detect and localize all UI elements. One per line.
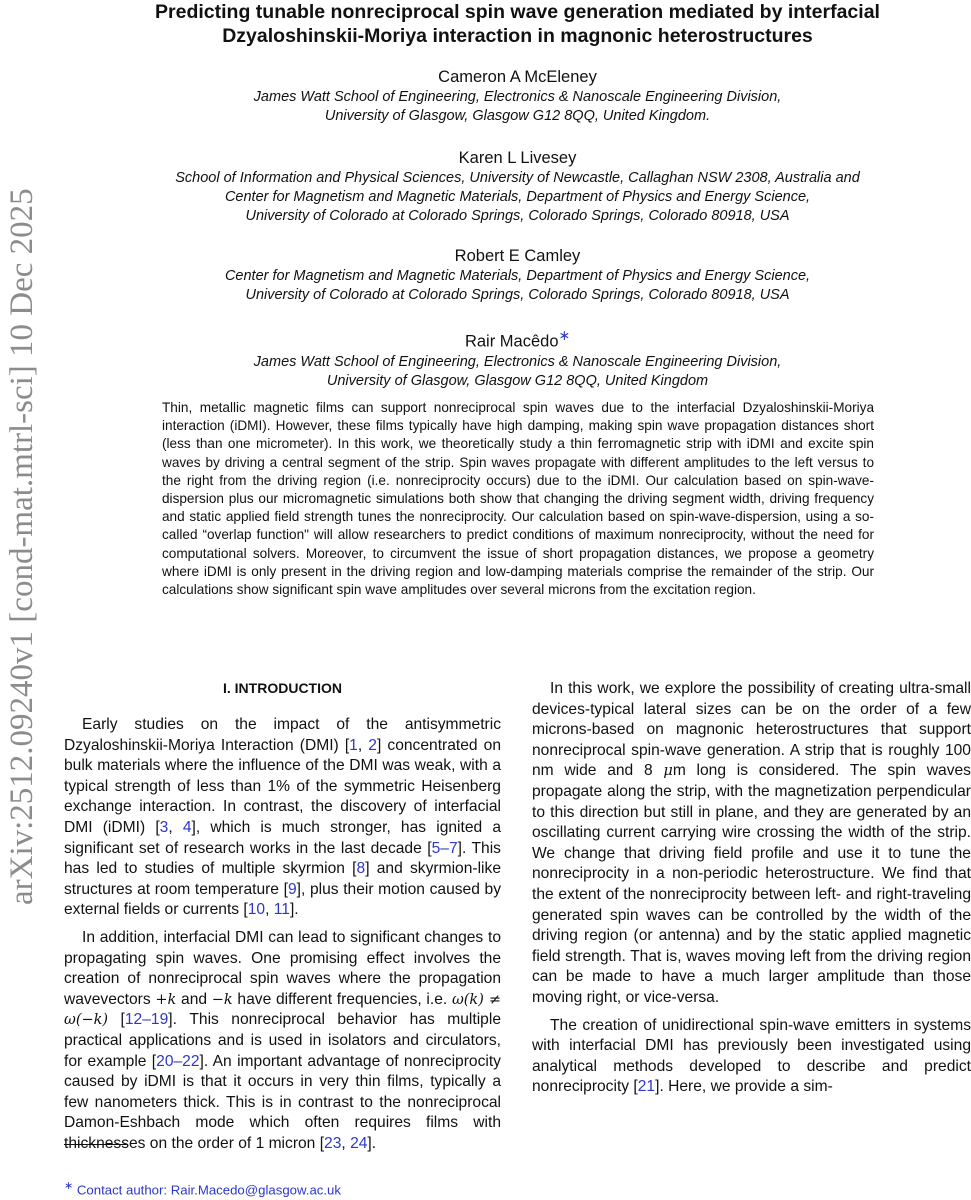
author-name: Cameron A McEleney <box>438 68 597 86</box>
citation-link[interactable]: 24 <box>350 1134 368 1152</box>
author-block-1 <box>90 67 945 126</box>
right-column <box>532 679 971 1105</box>
citation-link[interactable]: 9 <box>287 880 297 898</box>
intro-paragraph-2: In addition, interfacial DMI can lead to significant changes to propagating spin waves. One promising effect involves the creation of nonreciprocal spin waves where the propagation wavevectors +k and −k have different frequencies, i.e. ω(k) ≠ ω(−k) [12–19]. This nonreciprocal behavior has multiple practical applications and is used in isolators and circulators, for example [20–22]. An important advantage of nonreciprocity caused by iDMI is that it occurs in very thin films, typically a few nanometers thick. This is in contrast to the nonreciprocal Damon-Eshbach mode which often requires films with thicknesses on the order of 1 micron [23, 24]. <box>64 928 502 1152</box>
affiliation-line: School of Information and Physical Sciences, University of Newcastle, Callaghan NSW 2308, Australia and <box>175 170 860 186</box>
citation-link[interactable]: 20–22 <box>156 1052 200 1070</box>
citation-link[interactable]: 23 <box>324 1134 342 1152</box>
math-expression: ω(k) ≠ ω(−k) <box>64 991 502 1029</box>
citation-link[interactable]: 8 <box>356 860 366 878</box>
citation-link[interactable]: 3 <box>159 818 169 836</box>
footnote-marker: ∗ <box>64 1180 74 1192</box>
author-name: Robert E Camley <box>454 247 581 265</box>
paper-title <box>90 0 945 48</box>
abstract: Thin, metallic magnetic films can support nonreciprocal spin waves due to the interfacial Dzyaloshinskii-Moriya interaction (iDMI). However, these films typically have high damping, making spin wave propagation distances short (less than one micrometer). In this work, we theoretically study a thin ferromagnetic strip with iDMI and excite spin waves by driving a central segment of the strip. Spin waves propagate with different amplitudes to the left versus to the right from the driving region (i.e. nonreciprocity occurs) due to the iDMI. Our calculation based on spin-wave-dispersion plus our micromagnetic simulations both show that changing the driving segment width, driving frequency and static applied field strength tunes the nonreciprocity. Our calculation based on spin-wave-dispersion, using a so-called “overlap function" will allow researchers to predict conditions of maximum nonreciprocity, without the need for computational solvers. Moreover, to circumvent the issue of short propagation distances, we propose a geometry where iDMI is only present in the driving region and low-damping materials comprise the remainder of the strip. Our calculations show significant spin wave amplitudes over several microns from the excitation region. <box>162 400 874 598</box>
intro-paragraph-3: In this work, we explore the possibility of creating ultra-small devices-typical lateral sizes can be on the order of a few microns-based on magnonic heterostructures that support nonreciprocal spin-wave generation. A strip that is roughly 100 nm wide and 8 μm long is considered. The spin waves propagate along the strip, with the magnetization perpendicular to this direction but still in plane, and they are generated by an oscillating current carrying wire crossing the width of the strip. We change that driving field profile and use it to tune the nonreciprocity in a non-periodic heterostructure. We find that the extent of the nonreciprocity between left- and right-traveling generated spin waves can be controlled by the width of the driving region (or antenna) and by the static applied magnetic field strength. That is, waves moving left from the driving region can be made to have a much larger amplitude than those moving right, or vice-versa. <box>532 680 971 1006</box>
citation-link[interactable]: 4 <box>182 818 192 836</box>
affiliation-line: University of Glasgow, Glasgow G12 8QQ, United Kingdom. <box>324 108 711 124</box>
title-line-1: Predicting tunable nonreciprocal spin wave generation mediated by interfacial <box>155 1 880 23</box>
math-expression: +k <box>155 991 177 1008</box>
affiliation-line: James Watt School of Engineering, Electronics & Nanoscale Engineering Division, <box>253 89 782 105</box>
affiliation-line: Center for Magnetism and Magnetic Materials, Department of Physics and Energy Science, <box>224 268 811 284</box>
section-heading-introduction: I. INTRODUCTION <box>223 680 342 696</box>
title-line-2: Dzyaloshinskii-Moriya interaction in magnonic heterostructures <box>222 25 813 47</box>
citation-link[interactable]: 1 <box>349 736 358 754</box>
contact-author-marker[interactable]: ∗ <box>558 328 571 343</box>
math-expression: μ <box>663 763 673 780</box>
intro-paragraph-1: Early studies on the impact of the antisymmetric Dzyaloshinskii-Moriya Interaction (DMI) [1, 2] concentrated on bulk materials where the influence of the DMI was weak, with a typical strength of less than 1% of the symmetric Heisenberg exchange interaction. In contrast, the discovery of interfacial DMI (iDMI) [3, 4], which is much stronger, has ignited a significant set of research works in the last decade [5–7]. This has led to studies of multiple skyrmion [8] and skyrmion-like structures at room temperature [9], plus their motion caused by external fields or currents [10, 11]. <box>64 716 502 919</box>
affiliation-line: James Watt School of Engineering, Electronics & Nanoscale Engineering Division, <box>253 353 782 370</box>
contact-author-link[interactable]: Contact author: Rair.Macedo@glasgow.ac.uk <box>76 1182 341 1198</box>
citation-link[interactable]: 21 <box>637 1078 656 1096</box>
author-name <box>90 326 945 352</box>
affiliation-line: Center for Magnetism and Magnetic Materials, Department of Physics and Energy Science, <box>224 189 811 205</box>
affiliation-line: University of Glasgow, Glasgow G12 8QQ, United Kingdom <box>326 372 709 389</box>
left-column <box>64 678 501 1161</box>
math-expression: −k <box>211 991 233 1008</box>
citation-link[interactable]: 5–7 <box>431 839 458 857</box>
citation-link[interactable]: 11 <box>273 901 290 919</box>
arxiv-identifier-stamp: arXiv:2512.09240v1 [cond-mat.mtrl-sci] 10 Dec 2025 <box>4 188 40 905</box>
intro-paragraph-4: The creation of unidirectional spin-wave emitters in systems with interfacial DMI has previously been investigated using analytical methods developed to describe and predict nonreciprocity [21]. Here, we provide a sim- <box>532 1016 971 1096</box>
footnote <box>64 1177 341 1199</box>
affiliation-line: University of Colorado at Colorado Springs, Colorado Springs, Colorado 80918, USA <box>245 208 790 224</box>
citation-link[interactable]: 2 <box>368 736 377 754</box>
affiliation-line: University of Colorado at Colorado Springs, Colorado Springs, Colorado 80918, USA <box>245 287 790 303</box>
author-block-2 <box>90 148 945 226</box>
author-block-4 <box>90 326 945 391</box>
author-block-3 <box>90 246 945 305</box>
author-name-text: Rair Macêdo <box>464 332 559 351</box>
author-name: Karen L Livesey <box>458 149 577 167</box>
citation-link[interactable]: 10 <box>247 901 266 919</box>
citation-link[interactable]: 12–19 <box>124 1011 169 1029</box>
footnote-rule <box>64 1144 128 1145</box>
